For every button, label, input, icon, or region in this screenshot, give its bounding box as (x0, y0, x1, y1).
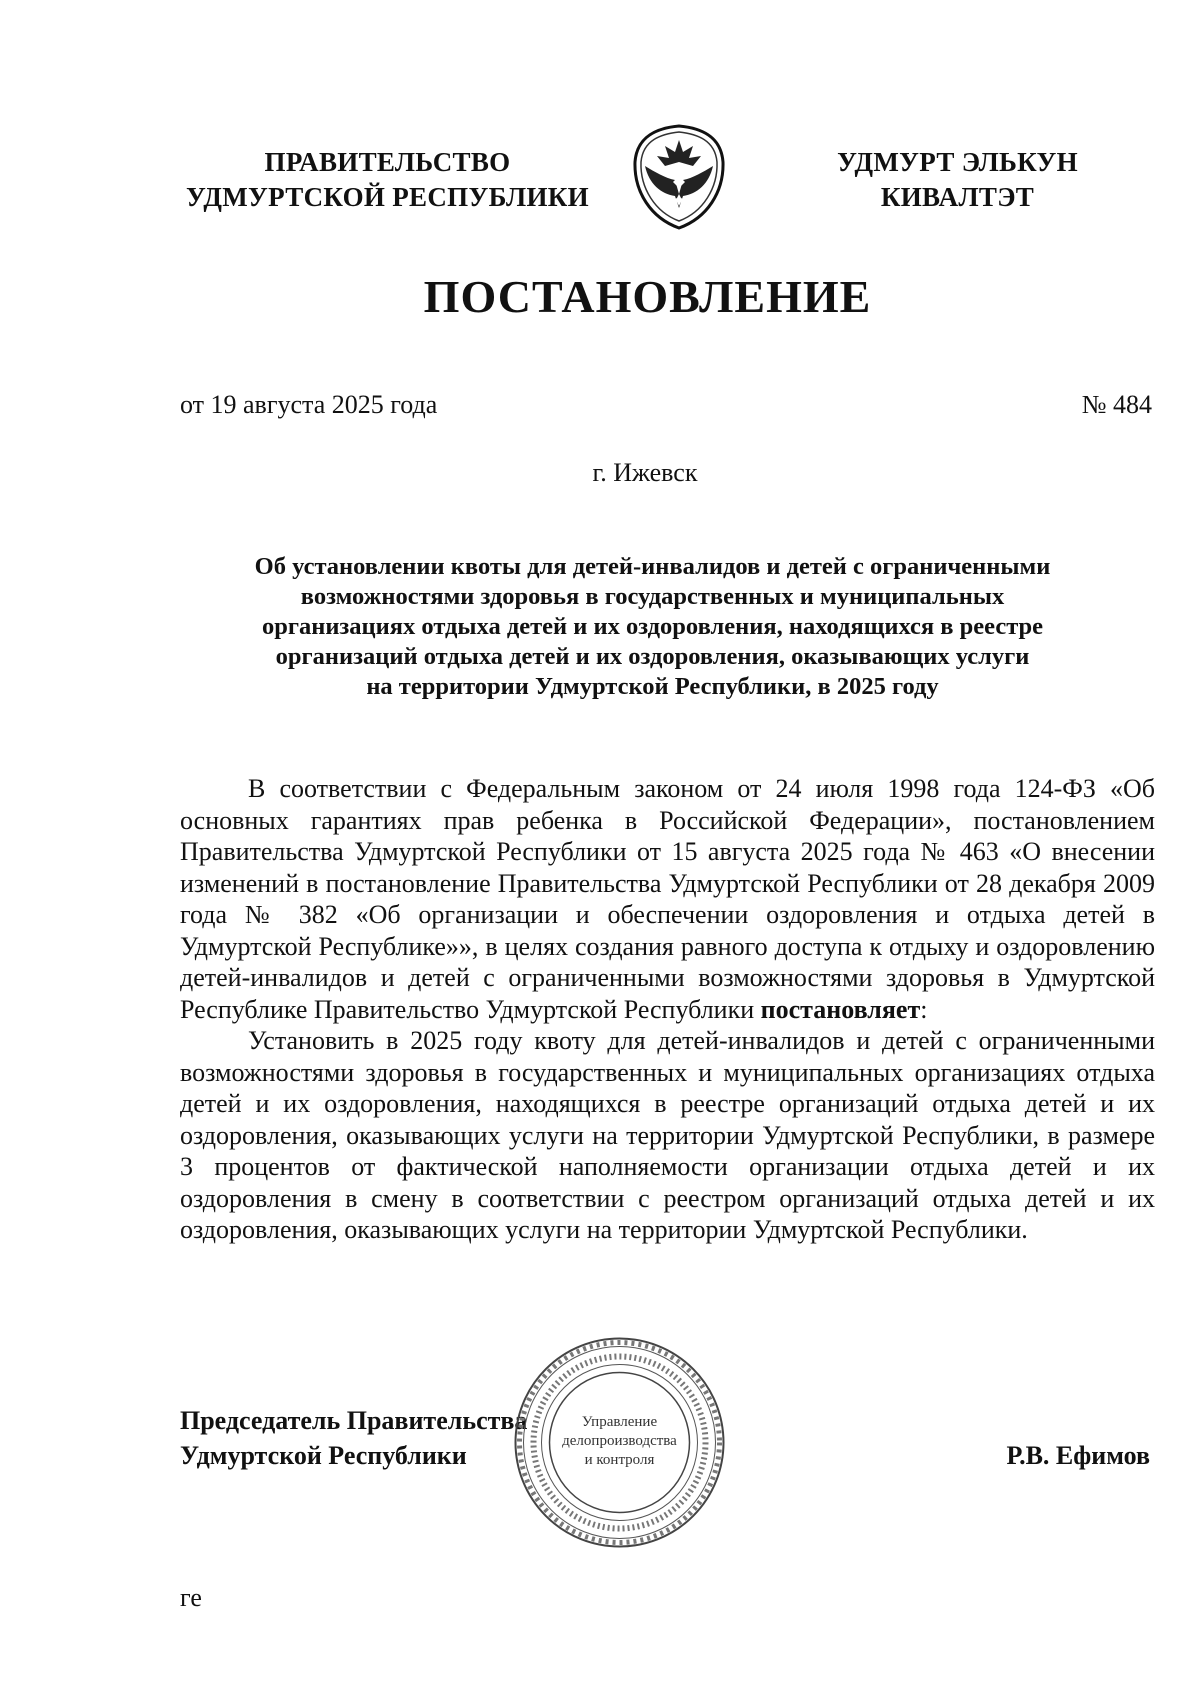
document-date: от 19 августа 2025 года (180, 390, 438, 419)
header-right-line1: УДМУРТ ЭЛЬКУН (837, 147, 1078, 177)
official-stamp (512, 1335, 727, 1550)
document-city: г. Ижевск (592, 458, 698, 487)
signature-position (180, 1403, 527, 1473)
signature-name: Р.В. Ефимов (1006, 1441, 1150, 1470)
subject-line-2: возможностями здоровья в государственных и муниципальных (300, 583, 1005, 610)
paragraph-1-bold-verb: постановляет (760, 994, 921, 1024)
subject-line-3: организациях отдыха детей и их оздоровления, находящихся в реестре (261, 613, 1044, 640)
header-right-line2: КИВАЛТЭТ (880, 182, 1035, 212)
paragraph-1-colon: : (920, 994, 928, 1024)
header-right (795, 145, 1120, 215)
document-number: № 484 (1081, 390, 1152, 419)
header-left-line2: УДМУРТСКОЙ РЕСПУБЛИКИ (186, 182, 589, 212)
header-left (160, 145, 615, 215)
subject-line-1: Об установлении квоты для детей-инвалидов и детей с ограниченными (254, 553, 1051, 580)
body-paragraph-2: Установить в 2025 году квоту для детей-инвалидов и детей с ограниченными возможностями здоровья в государственных и муниципальных организациях отдыха детей и их оздоровления, находящихся в реестре организаций отдыха детей и их оздоровления, оказывающих услуги на территории Удмуртской Республики, в размере 3 процентов от фактической наполняемости организации отдыха детей и их оздоровления в смену в соответствии с реестром организаций отдыха детей и их оздоровления, оказывающих услуги на территории Удмуртской Республики. (180, 1026, 1155, 1244)
stamp-line-2: делопроизводства (562, 1433, 677, 1449)
document-body (180, 773, 1155, 1246)
stamp-line-1: Управление (581, 1414, 658, 1430)
stamp-line-3: и контроля (584, 1452, 655, 1468)
udmurt-coat-of-arms-icon (631, 122, 727, 232)
document-subject (170, 552, 1135, 702)
body-paragraph-1 (180, 773, 1155, 1025)
signature-position-line2: Удмуртской Республики (180, 1441, 467, 1470)
subject-line-4: организаций отдыха детей и их оздоровления, оказывающих услуги (275, 643, 1030, 670)
document-type-title: ПОСТАНОВЛЕНИЕ (423, 271, 872, 322)
executor-mark: ге (180, 1583, 202, 1612)
signature-position-line1: Председатель Правительства (180, 1406, 528, 1435)
paragraph-1-text: В соответствии с Федеральным законом от 24 июля 1998 года 124-ФЗ «Об основных гарантиях прав ребенка в Российской Федерации», постановлением Правительства Удмуртской Республики от 15 августа 2025 года № 463 «О внесении изменений в постановление Правительства Удмуртской Республики от 28 декабря 2009 года № 382 «Об организации и обеспечении оздоровления и отдыха детей в Удмуртской Республике»», в целях создания равного доступа к отдыху и оздоровлению детей-инвалидов и детей с ограниченными возможностями здоровья в Удмуртской Республике Правительство Удмуртской Республики (180, 774, 1155, 1024)
subject-line-5: на территории Удмуртской Республики, в 2025 году (366, 673, 939, 700)
header-left-line1: ПРАВИТЕЛЬСТВО (264, 147, 511, 177)
